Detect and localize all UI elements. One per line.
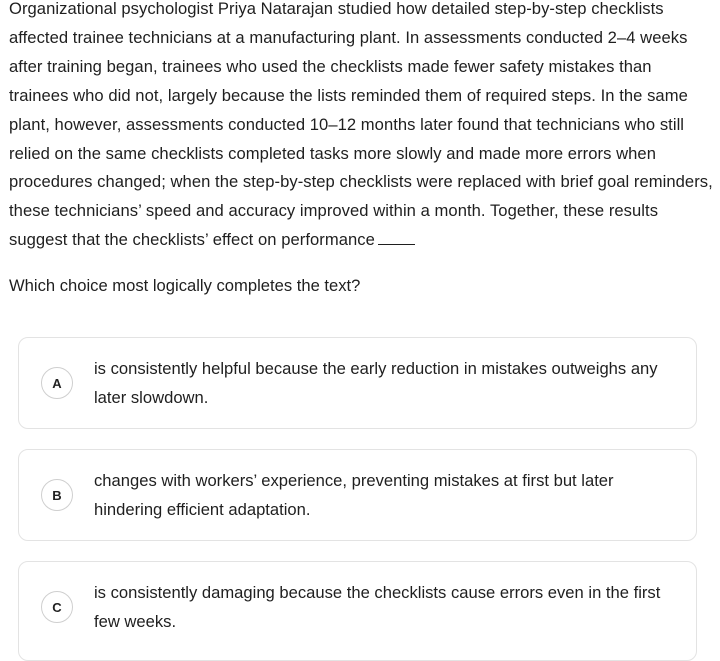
option-letter-a: A bbox=[41, 367, 73, 399]
answer-option-c[interactable] bbox=[18, 561, 697, 661]
answer-option-a[interactable] bbox=[18, 337, 697, 429]
option-text-c: is consistently damaging because the checklists cause errors even in the first few weeks. bbox=[94, 583, 661, 631]
option-letter-b: B bbox=[41, 479, 73, 511]
answer-option-b[interactable] bbox=[18, 449, 697, 541]
option-letter-c: C bbox=[41, 591, 73, 623]
option-text-a: is consistently helpful because the early reduction in mistakes outweighs any later slowdown. bbox=[94, 359, 658, 407]
question-prompt: Which choice most logically completes the text? bbox=[9, 276, 361, 295]
option-text-b: changes with workers’ experience, preventing mistakes at first but later hindering efficient adaptation. bbox=[94, 471, 614, 519]
answer-blank bbox=[378, 243, 415, 245]
passage-text bbox=[9, 0, 714, 255]
passage-body: Organizational psychologist Priya Natarajan studied how detailed step-by-step checklists affected trainee technicians at a manufacturing plant. In assessments conducted 2–4 weeks after training began, trainees who used the checklists made fewer safety mistakes than trainees who did not, largely because the lists reminded them of required steps. In the same plant, however, assessments conducted 10–12 months later found that technicians who still relied on the same checklists completed tasks more slowly and made more errors when procedures changed; when the step-by-step checklists were replaced with brief goal reminders, these technicians’ speed and accuracy improved within a month. Together, these results suggest that the checklists’ effect on performance bbox=[9, 0, 713, 250]
